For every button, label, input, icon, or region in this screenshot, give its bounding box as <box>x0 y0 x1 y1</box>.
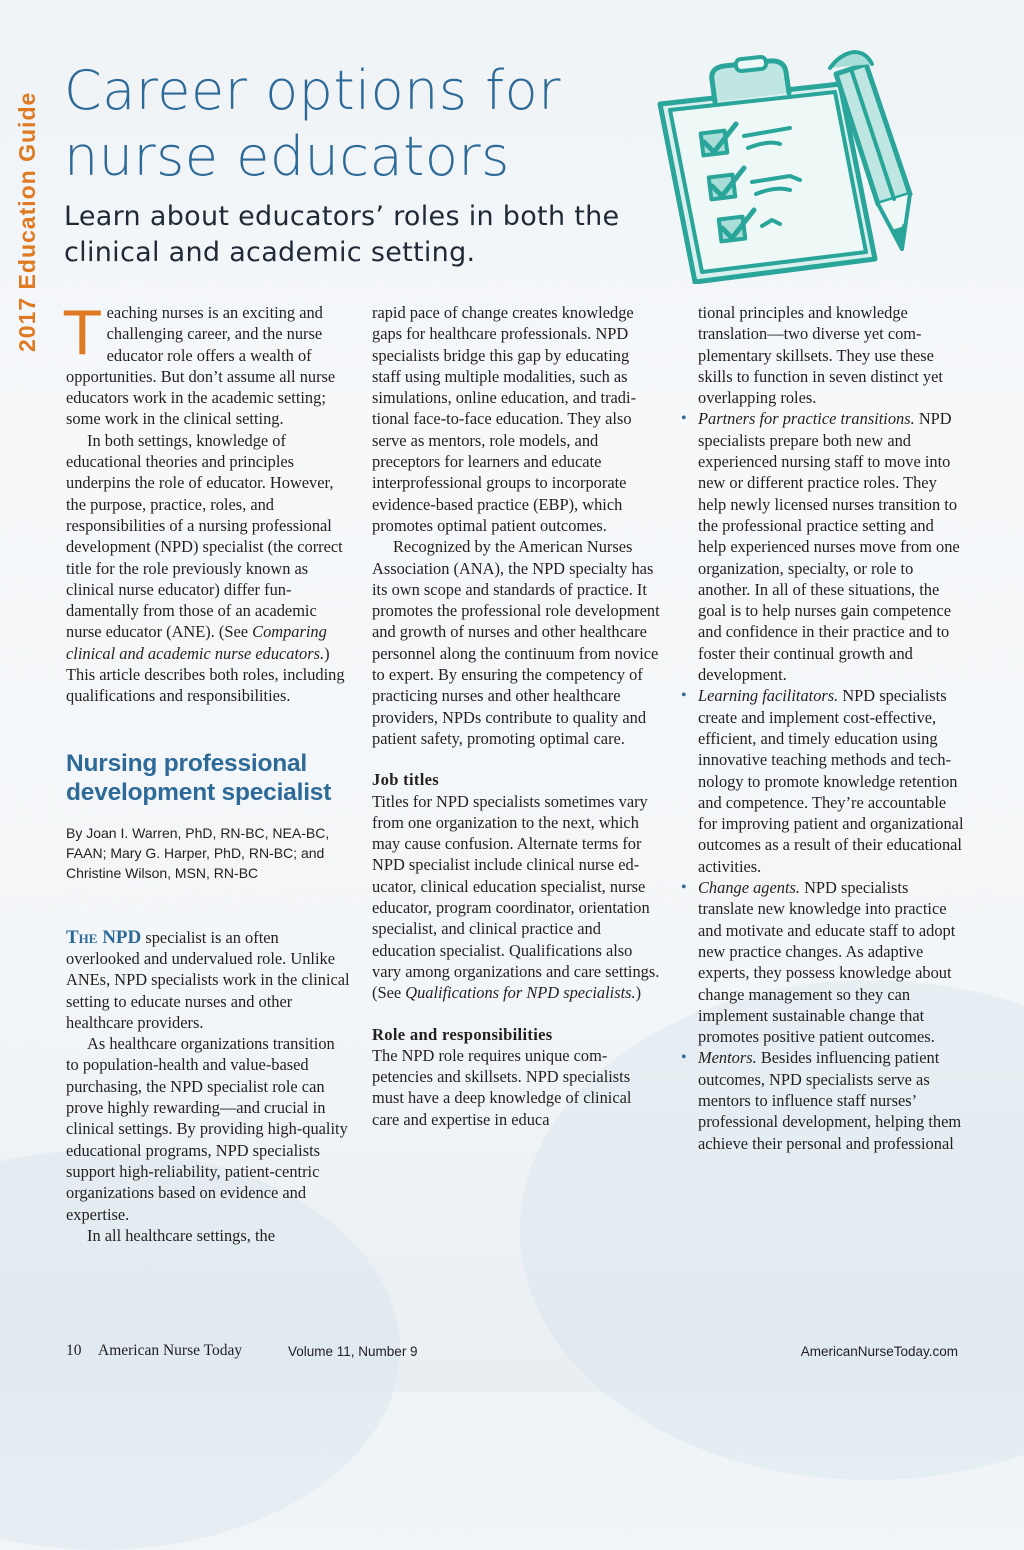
page-number: 10 <box>66 1342 82 1359</box>
body-text: In both settings, knowledge of educational theories and principles underpins the role of educator. However, the purpose, practice, roles, and responsibilities of a nursing professional development (NPD) specialist (the correct title for the role previously known as clinical nurse educator) differ fundamentally from those of an academic nurse educator (ANE). (See <box>66 430 343 642</box>
clipboard-checklist-pencil-icon <box>640 44 940 284</box>
list-item-text: NPD specialists translate new knowledge into practice and motivate and educate staff to adopt new practice changes. As adaptive experts, they possess knowledge about change management so they can implement sustainable change that promotes positive patient outcomes. <box>698 878 956 1047</box>
list-item <box>698 408 964 685</box>
page-subtitle: Learn about educators’ roles in both the clinical and academic setting. <box>64 201 620 268</box>
list-item-term: Partners for practice transitions. <box>698 409 915 429</box>
section-heading: Nursing professional development specialist <box>66 749 332 806</box>
article-column-3 <box>698 302 964 1154</box>
body-text: Titles for NPD specialists sometimes vary from one organization to the next, which may cause confusion. Alternate terms for NPD specialist include clinical nurse educator, clinical education specialist, nurse educator, program coordinator, orientation specialist, and clinical practice and education specialist. Qualifications also vary among organizations and care settings. (See <box>372 791 660 1003</box>
list-item <box>698 1047 964 1153</box>
intro-paragraph: eaching nurses is an exciting and challenging career, and the nurse educator role offers a wealth of opportunities. But don’t assume all nurse educators work in the academic setting; some work in the clinical setting. <box>66 303 336 429</box>
body-paragraph: rapid pace of change creates knowledge gaps for healthcare professionals. NPD specialists bridge this gap by educating staff using multiple modalities, such as simulations, online education, and traditional face-to-face education. They also serve as mentors, role models, and preceptors for learners and educate interprofessional groups to incorporate evidence-based practice (EBP), which promotes optimal patient outcomes. <box>372 303 637 535</box>
sidebar-reference: Qualifications for NPD specialists. <box>405 983 636 1003</box>
publication-name: American Nurse Today <box>98 1342 243 1359</box>
volume-info: Volume 11, Number 9 <box>288 1344 418 1359</box>
sidebar-reference: Comparing clinical and academic nurse educators. <box>66 622 327 663</box>
lead-in: The NPD <box>66 926 142 948</box>
list-item <box>698 685 964 877</box>
list-item-text: Besides influencing patient outcomes, NPD specialists serve as mentors to influence staff nurses’ professional development, helping them achieve their personal and professional <box>698 1048 962 1153</box>
list-item-term: Mentors. <box>698 1048 757 1068</box>
subheading-role-responsibilities: Role and responsibilities <box>372 1024 553 1044</box>
body-text: ) <box>635 983 642 1003</box>
body-paragraph: The NPD role requires unique competencies and skillsets. NPD specialists must have a deep knowledge of clinical care and expertise in educa <box>372 1045 632 1129</box>
article-column-2 <box>372 302 662 1130</box>
drop-cap: T <box>64 299 101 369</box>
body-paragraph: As healthcare organizations transition to population-health and value-based purchasing, the NPD specialist role can prove highly rewarding—and crucial in clinical settings. By providing high-quality educational programs, NPD specialists support high-reliability, patient-centric organizations based on evidence and expertise. <box>66 1034 348 1224</box>
body-paragraph: tional principles and knowledge translation—two diverse yet complementary skillsets. They use these skills to function in seven distinct yet overlapping roles. <box>698 303 943 408</box>
website-url: AmericanNurseToday.com <box>800 1344 958 1359</box>
subheading-job-titles: Job titles <box>372 770 440 790</box>
page-title: Career options for nurse educators <box>64 59 561 188</box>
author-byline: By Joan I. Warren, PhD, RN-BC, NEA-BC, FAAN; Mary G. Harper, PhD, RN-BC; and Christine Wilson, MSN, RN-BC <box>66 824 330 881</box>
body-text: ) This article describes both roles, including qualifications and responsibilities. <box>66 643 345 706</box>
list-item <box>698 877 964 1047</box>
article-column-1 <box>64 299 350 1246</box>
list-item-term: Change agents. <box>698 878 800 898</box>
list-item-term: Learning facilitators. <box>698 686 839 706</box>
body-text: specialist is an often overlooked and undervalued role. Unlike ANEs, NPD specialists work in the clinical setting to educate nurses and other healthcare providers. <box>66 927 350 1032</box>
section-tag: 2017 Education Guide <box>14 91 40 352</box>
list-item-text: NPD specialists prepare both new and experienced nursing staff to move into new or different practice roles. They help newly licensed nurses transition to the professional practice setting and help experienced nurses move from one organization, specialty, or role to another. In all of these situations, the goal is to help nurses gain competence and confidence in their practice and to foster their continual growth and development. <box>698 409 960 685</box>
list-item-text: NPD specialists create and implement cost-effective, efficient, and timely education using innovative teaching methods and technology to promote knowledge retention and competence. They’re accountable for improving patient and organizational outcomes as a result of their educational activities. <box>698 686 964 876</box>
body-paragraph: In all healthcare settings, the <box>87 1225 275 1245</box>
roles-list <box>698 408 964 1153</box>
body-paragraph: Recognized by the American Nurses Association (ANA), the NPD specialty has its own scope and standards of practice. It promotes the professional role development and growth of nurses and other healthcare personnel along the continuum from novice to expert. By ensuring the competency of practicing nurses and other healthcare providers, NPDs contribute to quality and patient safety, promoting optimal care. <box>372 537 660 748</box>
